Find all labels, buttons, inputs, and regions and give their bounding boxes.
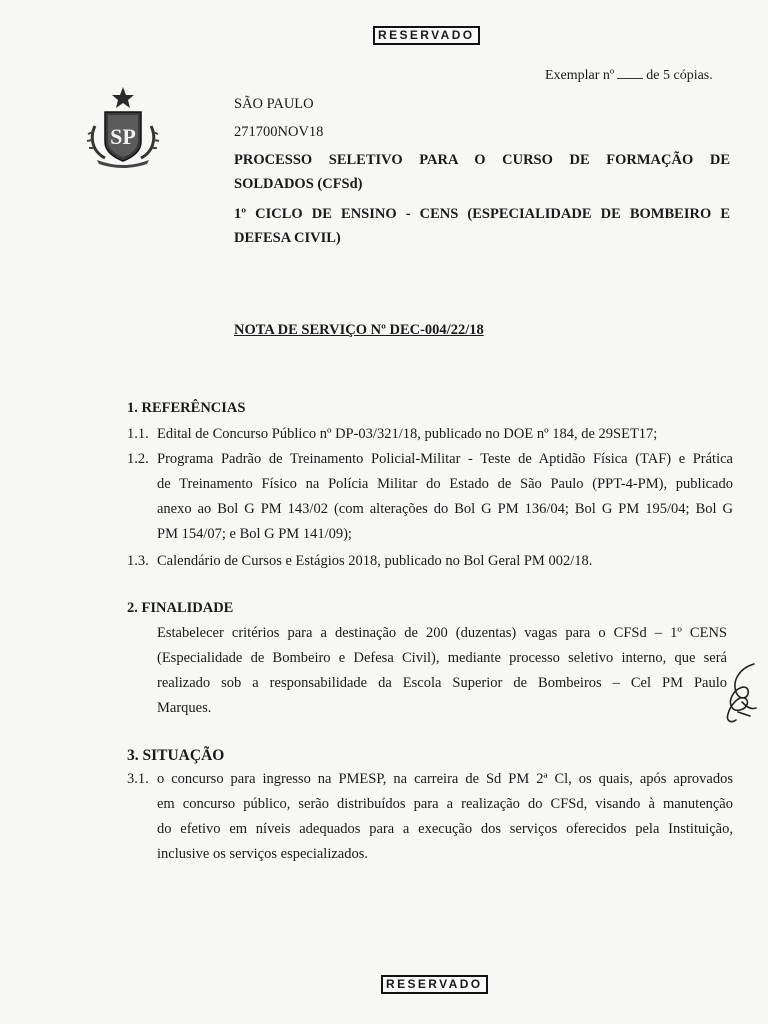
dtg-line: 271700NOV18 [234, 124, 324, 140]
text-line: de Treinamento Físico na Polícia Militar do Estado de São Paulo (PPT-4-PM), publicado [157, 476, 733, 492]
item-number-1-3: 1.3. [127, 553, 149, 569]
title-line-2: SOLDADOS (CFSd) [234, 176, 363, 192]
city-line: SÃO PAULO [234, 96, 314, 112]
exemplar-suffix: de 5 cópias. [646, 68, 713, 83]
text-line: do efetivo em níveis adequados para a execução dos serviços oferecidos pela Instituição, [157, 821, 733, 837]
text-line: inclusive os serviços especializados. [157, 846, 368, 862]
text-line: Edital de Concurso Público nº DP-03/321/18, publicado no DOE nº 184, de 29SET17; [157, 426, 658, 442]
text-line: em concurso público, serão distribuídos para a realização do CFSd, visando à manutenção [157, 796, 733, 812]
section-heading-finalidade: 2. FINALIDADE [127, 600, 234, 616]
item-text-1-2 [157, 447, 733, 547]
reservado-stamp-bottom: RESERVADO [381, 975, 488, 994]
text-line: (Especialidade de Bombeiro e Defesa Civil), mediante processo seletivo interno, que será [157, 650, 727, 666]
subtitle-line-1: 1º CICLO DE ENSINO - CENS (ESPECIALIDADE DE BOMBEIRO E [234, 206, 730, 222]
exemplar-copy-line [545, 68, 713, 84]
text-line: Programa Padrão de Treinamento Policial-Militar - Teste de Aptidão Física (TAF) e Prática [157, 451, 733, 467]
section-heading-referencias: 1. REFERÊNCIAS [127, 400, 246, 416]
text-line: PM 154/07; e Bol G PM 141/09); [157, 526, 352, 542]
item-number-1-2: 1.2. [127, 451, 149, 467]
exemplar-blank [617, 68, 643, 79]
text-line: Marques. [157, 700, 212, 716]
situacao-text [157, 767, 733, 867]
title-line-1: PROCESSO SELETIVO PARA O CURSO DE FORMAÇÃO DE [234, 152, 730, 168]
nota-de-servico-title: NOTA DE SERVIÇO Nº DEC-004/22/18 [234, 322, 484, 338]
text-line: o concurso para ingresso na PMESP, na carreira de Sd PM 2ª Cl, os quais, após aprovados [157, 771, 733, 787]
handwritten-initials-icon [720, 662, 764, 728]
item-number-3-1: 3.1. [127, 771, 149, 787]
item-text-1-1 [157, 422, 733, 447]
text-line: Estabelecer critérios para a destinação de 200 (duzentas) vagas para o CFSd – 1º CENS [157, 625, 727, 641]
item-number-1-1: 1.1. [127, 426, 149, 442]
svg-text:SP: SP [110, 124, 136, 149]
finalidade-text [157, 621, 727, 721]
item-text-1-3 [157, 549, 733, 574]
section-heading-situacao: 3. SITUAÇÃO [127, 747, 225, 764]
exemplar-prefix: Exemplar nº [545, 68, 615, 83]
sao-paulo-coat-of-arms-icon [83, 86, 163, 168]
text-line: anexo ao Bol G PM 143/02 (com alterações do Bol G PM 136/04; Bol G PM 195/04; Bol G [157, 501, 733, 517]
text-line: Calendário de Cursos e Estágios 2018, publicado no Bol Geral PM 002/18. [157, 553, 593, 569]
text-line: realizado sob a responsabilidade da Escola Superior de Bombeiros – Cel PM Paulo [157, 675, 727, 691]
subtitle-line-2: DEFESA CIVIL) [234, 230, 341, 246]
reservado-stamp-top: RESERVADO [373, 26, 480, 45]
